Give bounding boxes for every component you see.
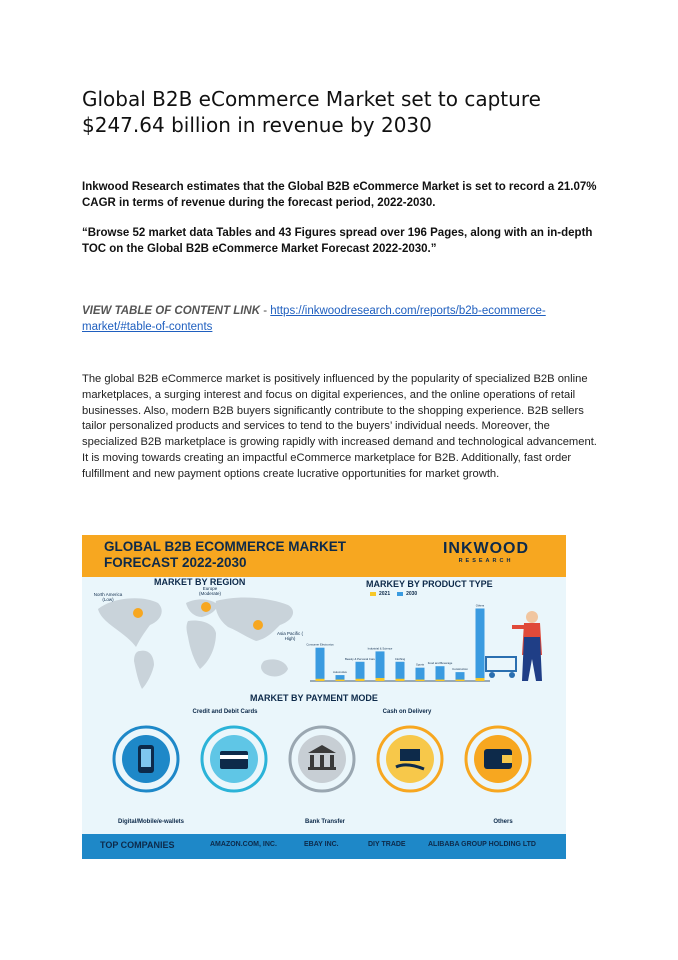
region-title: MARKET BY REGION [154,577,246,587]
category-label: Food and Beverage [427,661,453,666]
legend-swatch-2030 [397,592,403,596]
infographic-title-line2: FORECAST 2022-2030 [104,555,247,570]
pin-north-america [133,608,143,618]
category-label: Clothing [394,656,406,661]
chart-legend [370,591,417,597]
payment-title: MARKET BY PAYMENT MODE [250,693,378,703]
bar-2021 [456,680,465,681]
wallet-icon [462,723,542,803]
bar-2030 [416,668,425,681]
legend-swatch-2021 [370,592,376,596]
toc-label: VIEW TABLE OF CONTENT LINK [82,305,261,317]
brand-logo [436,540,536,564]
bar-2030 [316,648,325,681]
page-title: Global B2B eCommerce Market set to capture $247.64 billion in revenue by 2030 [82,87,541,137]
toc-link[interactable]: https://inkwoodresearch.com/reports/b2b-ecommerce-market/#table-of-contents [82,305,546,333]
credit-card-icon [198,723,278,803]
category-label: Industrial & Science [367,646,393,651]
payment-bank-label: Bank Transfer [304,819,346,825]
company-2: EBAY INC. [304,841,339,848]
company-4: ALIBABA GROUP HOLDING LTD [428,841,536,848]
top-companies-label: TOP COMPANIES [100,840,175,850]
category-label: Beauty & Personal Care [344,656,376,661]
category-label: Others [475,603,485,608]
bar-2021 [376,678,385,681]
cash-on-delivery-icon [374,723,454,803]
category-label: Construction [452,667,468,672]
infographic-body [82,577,566,834]
world-map [88,589,310,694]
region-asia-pacific: Asia Pacific ( High) [276,631,303,641]
summary-paragraph: Inkwood Research estimates that the Global B2B eCommerce Market is set to record a 21.07% CAGR in terms of revenue during the forecast period, 2022-2030. [82,181,597,209]
bar-2021 [436,680,445,681]
bank-icon [286,723,366,803]
region-north-america: North America (Low) [93,592,123,602]
infographic-title [104,539,404,571]
quote-paragraph: “Browse 52 market data Tables and 43 Figures spread over 196 Pages, along with an in-depth TOC on the Global B2B eCommerce Market Forecast 2022-2030.” [82,227,593,255]
brand-name: INKWOOD [442,540,530,557]
bar-2021 [396,679,405,681]
infographic [82,535,566,859]
bar-2021 [356,679,365,681]
pin-asia-pacific [253,620,263,630]
payment-others-label: Others [493,819,513,825]
payment-cash-label: Cash on Delivery [382,709,432,715]
toc-separator: - [260,305,271,317]
legend-2030: 2030 [406,591,418,597]
bar-2021 [336,680,345,681]
shopper-illustration [484,601,554,691]
infographic-header [82,535,566,577]
category-label: Sports [415,662,425,667]
product-title: MARKEY BY PRODUCT TYPE [366,579,493,589]
region-europe: Europe (Moderate) [198,586,221,596]
payment-digital-label: Digital/Mobile/e-wallets [117,819,184,825]
pin-europe [201,602,211,612]
bar-2021 [316,679,325,681]
company-1: AMAZON.COM, INC. [210,841,277,848]
bar-2030 [376,651,385,681]
toc-line [82,303,602,335]
product-chart [306,601,490,687]
company-3: DIY TRADE [368,841,406,848]
digital-wallet-icon [110,723,190,803]
legend-2021: 2021 [379,591,391,597]
infographic-title-line1: GLOBAL B2B ECOMMERCE MARKET [104,539,347,554]
bar-2030 [356,662,365,681]
payment-cards-label: Credit and Debit Cards [192,709,258,715]
bar-2030 [396,662,405,681]
category-label: Automotive [333,670,347,675]
top-companies-bar [82,834,566,859]
bar-2030 [436,666,445,681]
category-label: Consumer Electronics [306,642,334,647]
brand-sub: RESEARCH [458,558,514,564]
bar-2021 [416,680,425,681]
body-paragraph: The global B2B eCommerce market is positively influenced by the popularity of specialized B2B online marketplaces, a surging interest and focus on digital experiences, and the online operations of retail businesses. Also, modern B2B buyers significantly contribute to the shopping experience. B2B sellers tailor personalized products and services to tend to the buyers’ individual needs. Moreover, the specialized B2B marketplace is growing rapidly with increased demand and technological advancement. It is moving towards creating an impactful eCommerce marketplace for B2B. Additionally, fast order fulfillment and new payment options create lucrative opportunities for market growth. [82,373,597,480]
